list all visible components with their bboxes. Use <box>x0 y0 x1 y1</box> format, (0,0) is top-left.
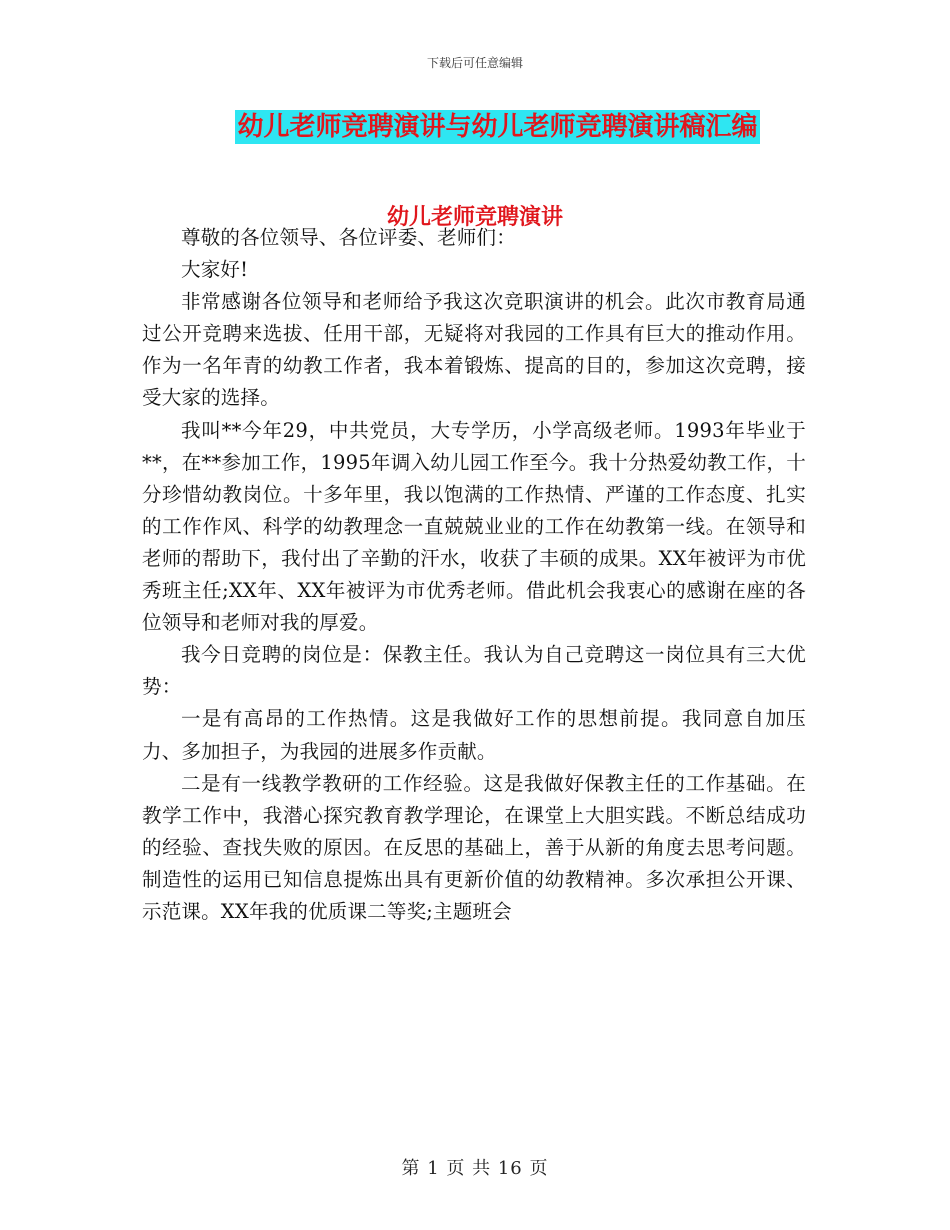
paragraph-introduction: 我叫**今年29，中共党员，大专学历，小学高级老师。1993年毕业于**，在**参加工作，1995年调入幼儿园工作至今。我十分热爱幼教工作，十分珍惜幼教岗位。十多年里，我以饱满的工作热情、严谨的工作态度、扎实的工作作风、科学的幼教理念一直兢兢业业的工作在幼教第一线。在领导和老师的帮助下，我付出了辛勤的汗水，收获了丰硕的成果。XX年被评为市优秀班主任;XX年、XX年被评为市优秀老师。借此机会我衷心的感谢在座的各位领导和老师对我的厚爱。 <box>142 418 806 635</box>
paragraph-salutation: 尊敬的各位领导、各位评委、老师们： <box>181 226 516 249</box>
paragraph-thanks: 非常感谢各位领导和老师给予我这次竞职演讲的机会。此次市教育局通过公开竞聘来选拔、任用干部，无疑将对我园的工作具有巨大的推动作用。作为一名年青的幼教工作者，我本着锻炼、提高的目的，参加这次竞聘，接受大家的选择。 <box>142 290 806 410</box>
main-title-wrap <box>0 110 950 144</box>
paragraph-advantage-two: 二是有一线教学教研的工作经验。这是我做好保教主任的工作基础。在教学工作中，我潜心探究教育教学理论，在课堂上大胆实践。不断总结成功的经验、查找失败的原因。在反思的基础上，善于从新的角度去思考问题。制造性的运用已知信息提炼出具有更新价值的幼教精神。多次承担公开课、示范课。XX年我的优质课二等奖;主题班会 <box>142 771 806 923</box>
paragraph-advantage-one: 一是有高昂的工作热情。这是我做好工作的思想前提。我同意自加压力、多加担子，为我园的进展多作贡献。 <box>142 707 806 763</box>
paragraph-greeting: 大家好! <box>181 258 249 282</box>
document-body <box>142 222 806 928</box>
document-title: 幼儿老师竞聘演讲与幼儿老师竞聘演讲稿汇编 <box>237 112 758 142</box>
header-note: 下载后可任意编辑 <box>426 56 523 70</box>
paragraph-position: 我今日竞聘的岗位是：保教主任。我认为自己竞聘这一岗位具有三大优势： <box>142 643 806 699</box>
section-title: 幼儿老师竞聘演讲 <box>386 204 563 230</box>
page-number: 第 1 页 共 16 页 <box>401 1158 549 1179</box>
